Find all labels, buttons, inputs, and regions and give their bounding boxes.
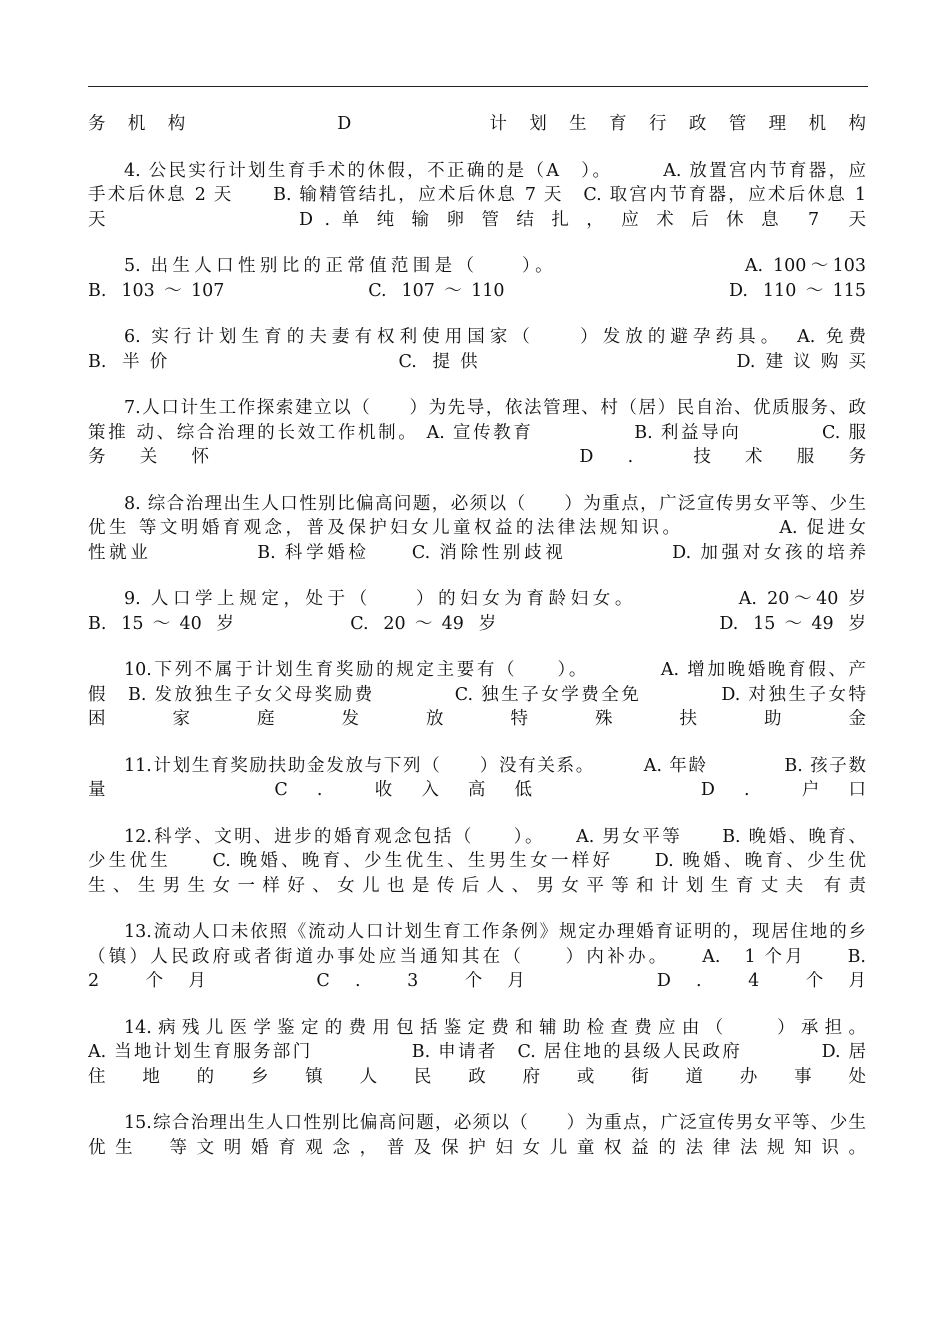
text-line: B. 15～40 岁 C. 20～49 岁 D. 15～49 岁 bbox=[88, 613, 866, 634]
text-line: 13.流动人口未依照《流动人口计划生育工作条例》规定办理婚育证明的，现居住地的乡 bbox=[124, 922, 866, 942]
question-11 bbox=[88, 754, 866, 803]
text-line: 14.病残儿医学鉴定的费用包括鉴定费和辅助检查费应由（ ）承担。 bbox=[124, 1017, 866, 1038]
question-6 bbox=[88, 325, 866, 374]
text-line: 困 家 庭 发 放 特 殊 扶 助 金 bbox=[88, 709, 866, 729]
text-line: 11.计划生育奖励扶助金发放与下列（ ）没有关系。 A. 年龄 B. 孩子数 bbox=[124, 755, 866, 776]
text-line: 10.下列不属于计划生育奖励的规定主要有（ ）。 A. 增加晚婚晚育假、产 bbox=[124, 660, 866, 680]
question-8 bbox=[88, 492, 866, 566]
document-body bbox=[88, 112, 866, 1182]
text-line: 假 B. 发放独生子女父母奖励费 C. 独生子女学费全免 D. 对独生子女特 bbox=[88, 684, 866, 705]
text-line: 15.综合治理出生人口性别比偏高问题，必须以（ ）为重点，广泛宣传男女平等、少生 bbox=[124, 1113, 866, 1133]
text-line: 策推 动、综合治理的长效工作机制。 A. 宣传教育 B. 利益导向 C. 服 bbox=[88, 422, 866, 443]
text-line: 生、生男生女一样好、女儿也是传后人、男女平等和计划生育丈夫 有责 bbox=[88, 875, 866, 896]
text-line: 8. 综合治理出生人口性别比偏高问题，必须以（ ）为重点，广泛宣传男女平等、少生 bbox=[124, 493, 866, 514]
text-line: 6. 实行计划生育的夫妻有权利使用国家（ ）发放的避孕药具。 A. 免费 bbox=[124, 327, 866, 347]
question-4 bbox=[88, 159, 866, 233]
question-13 bbox=[88, 920, 866, 994]
text-line: 7.人口计生工作探索建立以（ ）为先导，依法管理、村（居）民自治、优质服务、政 bbox=[124, 398, 866, 418]
text-line: 12.科学、文明、进步的婚育观念包括（ ）。 A. 男女平等 B. 晚婚、晚育、 bbox=[124, 826, 866, 847]
text-line: B. 103～107 C. 107～110 D. 110～115 bbox=[88, 280, 866, 301]
question-10 bbox=[88, 658, 866, 732]
question-3-tail bbox=[88, 112, 866, 137]
text-line: 4. 公民实行计划生育手术的休假，不正确的是（A ）。 A. 放置宫内节育器，应 bbox=[124, 160, 866, 181]
text-line: 优生 等文明婚育观念，普及保护妇女儿童权益的法律法规知识。 bbox=[88, 1137, 866, 1158]
question-7 bbox=[88, 396, 866, 470]
text-line: 量 C . 收 入 高 低 D . 户 口 bbox=[88, 780, 866, 800]
question-12 bbox=[88, 825, 866, 899]
text-line: 务 关 怀 D . 技 术 服 务 bbox=[88, 447, 866, 467]
text-line: 天 D . 单 纯 输 卵 管 结 扎 ， 应 术 后 休 息 7 天 bbox=[88, 209, 866, 230]
question-14 bbox=[88, 1016, 866, 1090]
text-line: 9. 人口学上规定，处于（ ）的妇女为育龄妇女。 A. 20～40 岁 bbox=[124, 589, 866, 609]
question-15 bbox=[88, 1111, 866, 1160]
text-line: （镇）人民政府或者街道办事处应当通知其在（ ）内补办。 A. 1 个月 B. bbox=[88, 946, 866, 967]
text-line: 少生优生 C. 晚婚、晚育、少生优生、生男生女一样好 D. 晚婚、晚育、少生优 bbox=[88, 851, 866, 871]
header-rule bbox=[88, 86, 868, 87]
question-5 bbox=[88, 254, 866, 303]
text-line: 手术后休息 2 天 B. 输精管结扎，应术后休息 7 天 C. 取宫内节育器，应术后休息 1 bbox=[88, 185, 866, 205]
text-line: 2 个 月 C . 3 个 月 D . 4 个 月 bbox=[88, 971, 866, 991]
text-line: A. 当地计划生育服务部门 B. 申请者 C. 居住地的县级人民政府 D. 居 bbox=[88, 1042, 866, 1062]
text-line: 务 机 构 D 计 划 生 育 行 政 管 理 机 构 bbox=[88, 114, 866, 134]
text-line: B. 半价 C. 提供 D.建议购买 bbox=[88, 351, 866, 372]
text-line: 住 地 的 乡 镇 人 民 政 府 或 街 道 办 事 处 bbox=[88, 1066, 866, 1087]
question-9 bbox=[88, 587, 866, 636]
text-line: 优生 等文明婚育观念，普及保护妇女儿童权益的法律法规知识。 A. 促进女 bbox=[88, 518, 866, 538]
text-line: 5. 出生人口性别比的正常值范围是（ ）。 A. 100～103 bbox=[124, 256, 866, 276]
text-line: 性就业 B. 科学婚检 C. 消除性别歧视 D. 加强对女孩的培养 bbox=[88, 542, 866, 563]
